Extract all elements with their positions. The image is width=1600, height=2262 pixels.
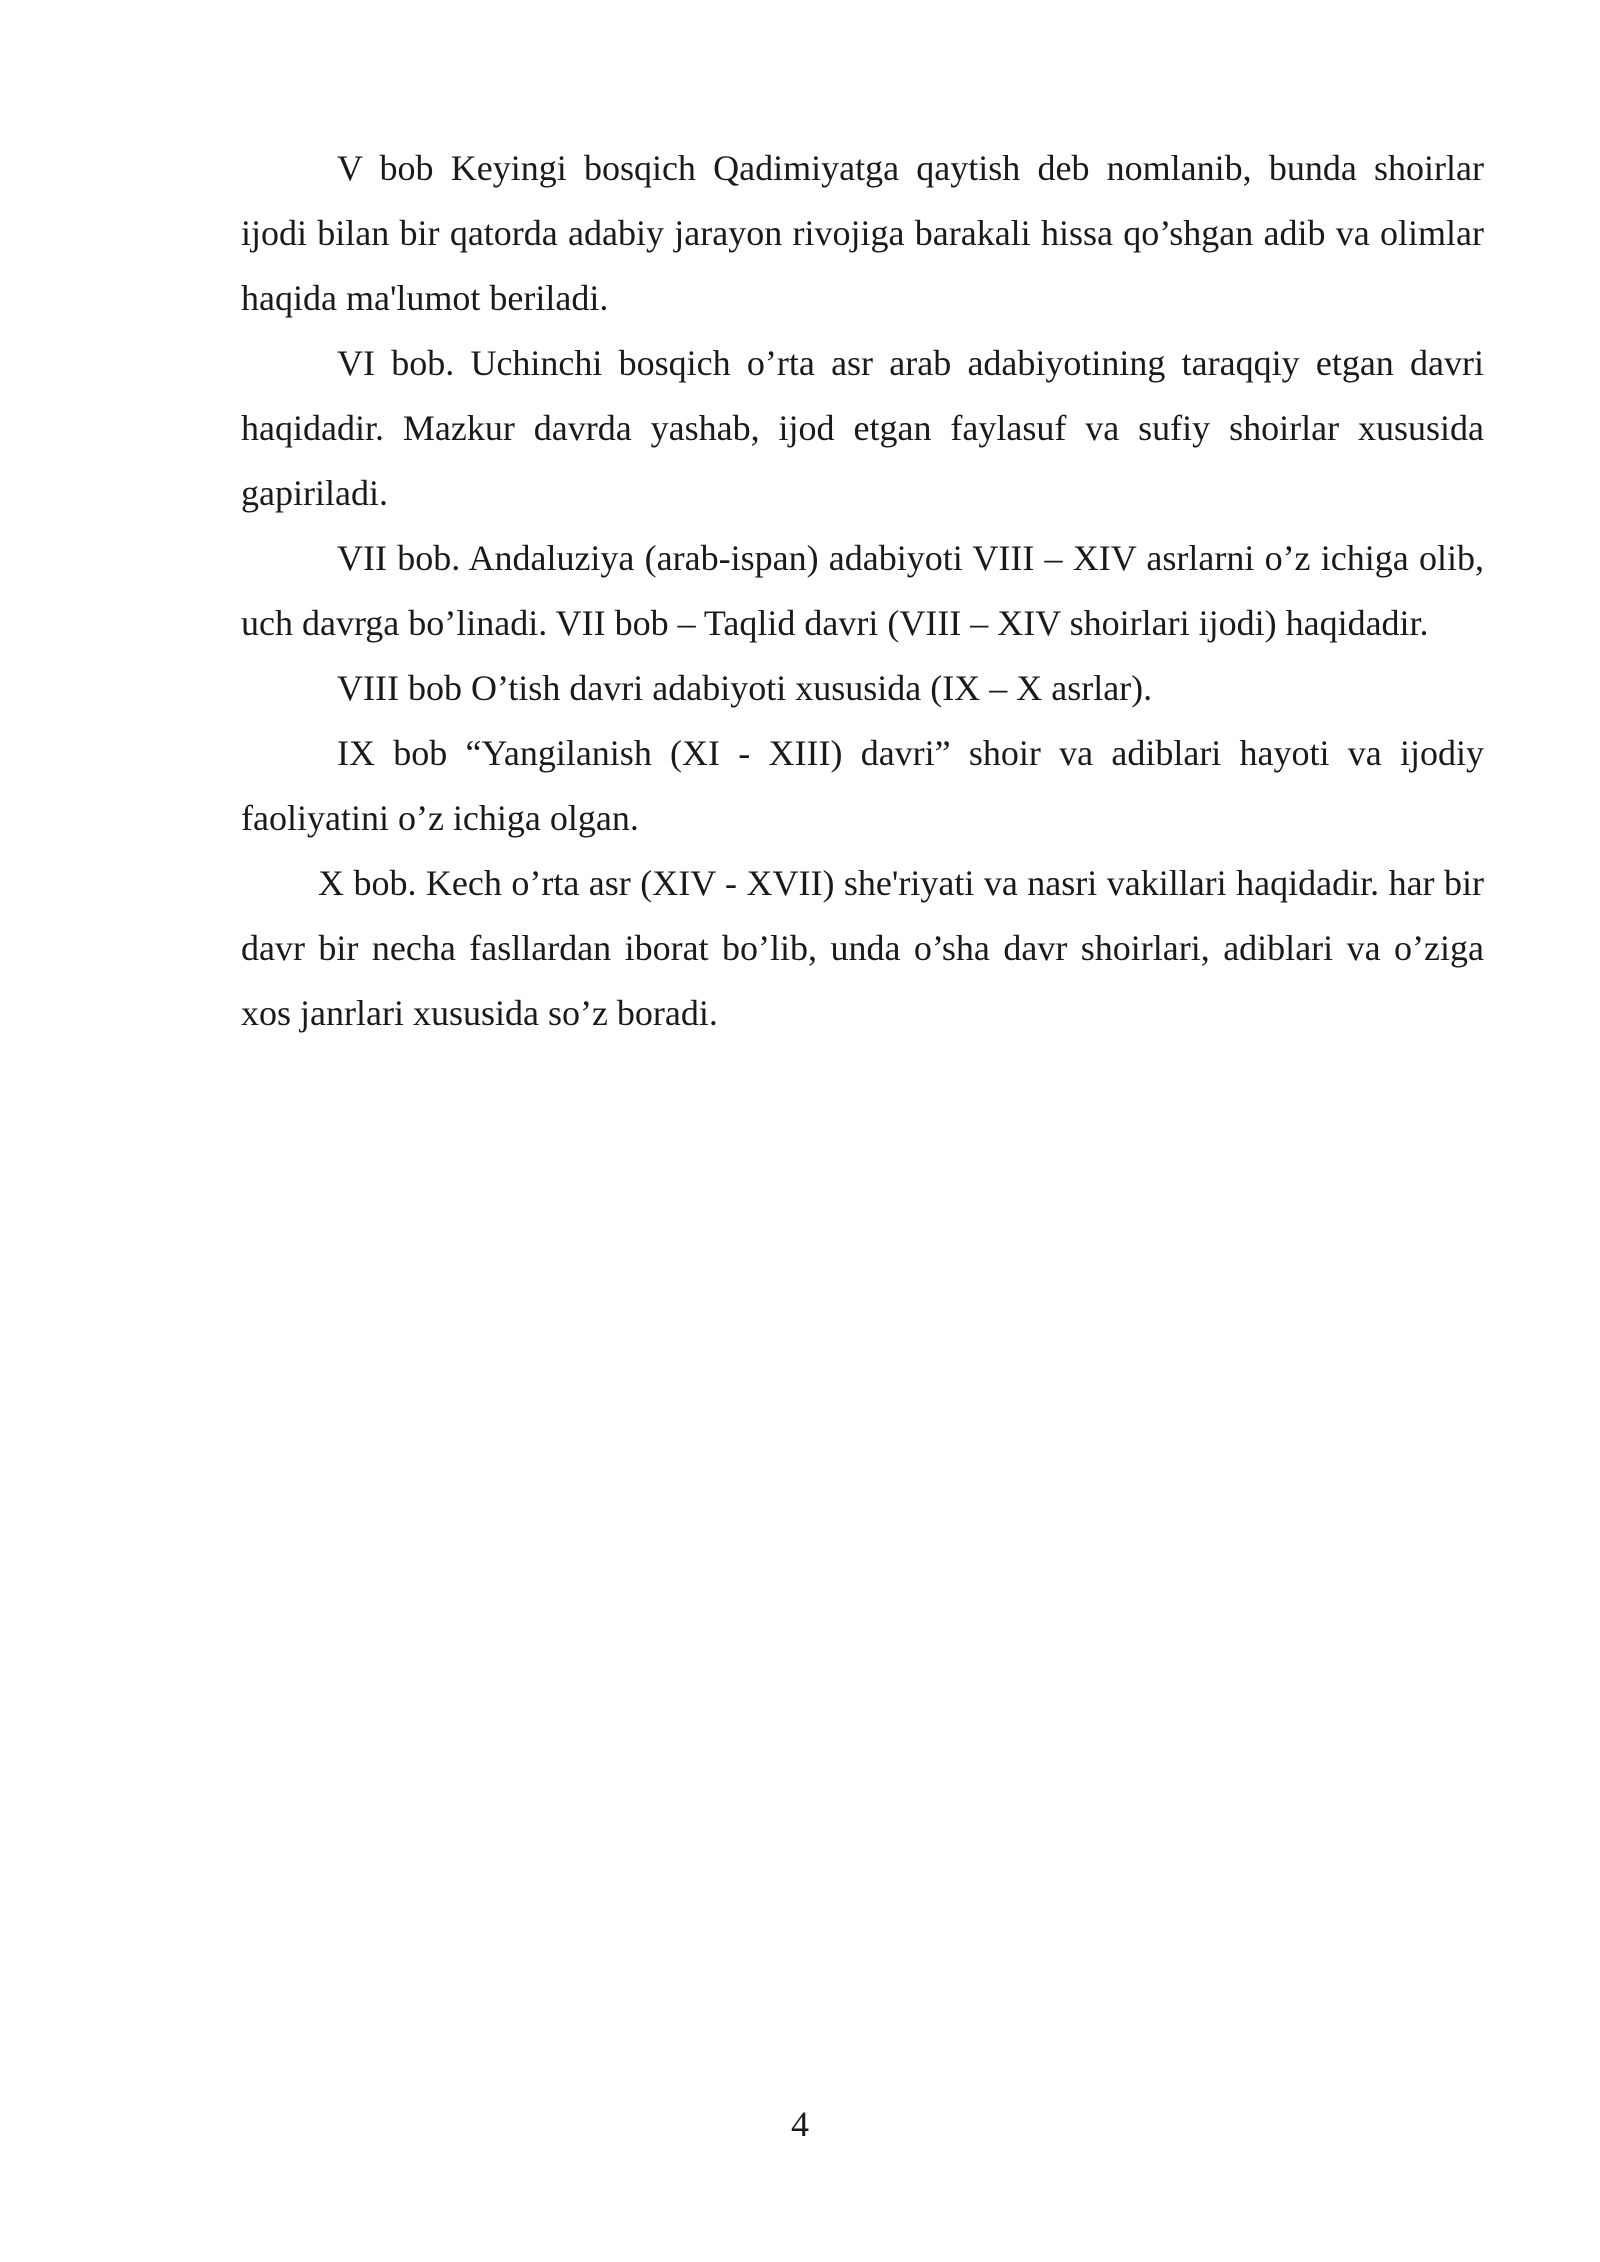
paragraph-chapter-7: VII bob. Andaluziya (arab-ispan) adabiyoti VIII – XIV asrlarni o’z ichiga olib, uch davrga bo’linadi. VII bob – Taqlid davri (VIII – XIV shoirlari ijodi) haqidadir. (241, 538, 1484, 643)
paragraph-chapter-8: VIII bob O’tish davri adabiyoti xususida (IX – X asrlar). (337, 668, 1153, 708)
paragraph-chapter-5: V bob Keyingi bosqich Qadimiyatga qaytish deb nomlanib, bunda shoirlar ijodi bilan bir qatorda adabiy jarayon rivojiga barakali hissa qo’shgan adib va olimlar haqida ma'lumot beriladi. (241, 148, 1484, 318)
page-number: 4 (791, 2104, 809, 2144)
paragraph-chapter-9: IX bob “Yangilanish (XI - XIII) davri” shoir va adiblari hayoti va ijodiy faoliyatini o’z ichiga olgan. (241, 733, 1484, 838)
paragraph-chapter-10: X bob. Kech o’rta asr (XIV - XVII) she'riyati va nasri vakillari haqidadir. har bir davr bir necha fasllardan iborat bo’lib, unda o’sha davr shoirlari, adiblari va o’ziga xos janrlari xususida so’z boradi. (241, 863, 1484, 1033)
document-body (241, 136, 1484, 1046)
paragraph-chapter-6: VI bob. Uchinchi bosqich o’rta asr arab adabiyotining taraqqiy etgan davri haqidadir. Mazkur davrda yashab, ijod etgan faylasuf va sufiy shoirlar xususida gapiriladi. (241, 343, 1484, 513)
